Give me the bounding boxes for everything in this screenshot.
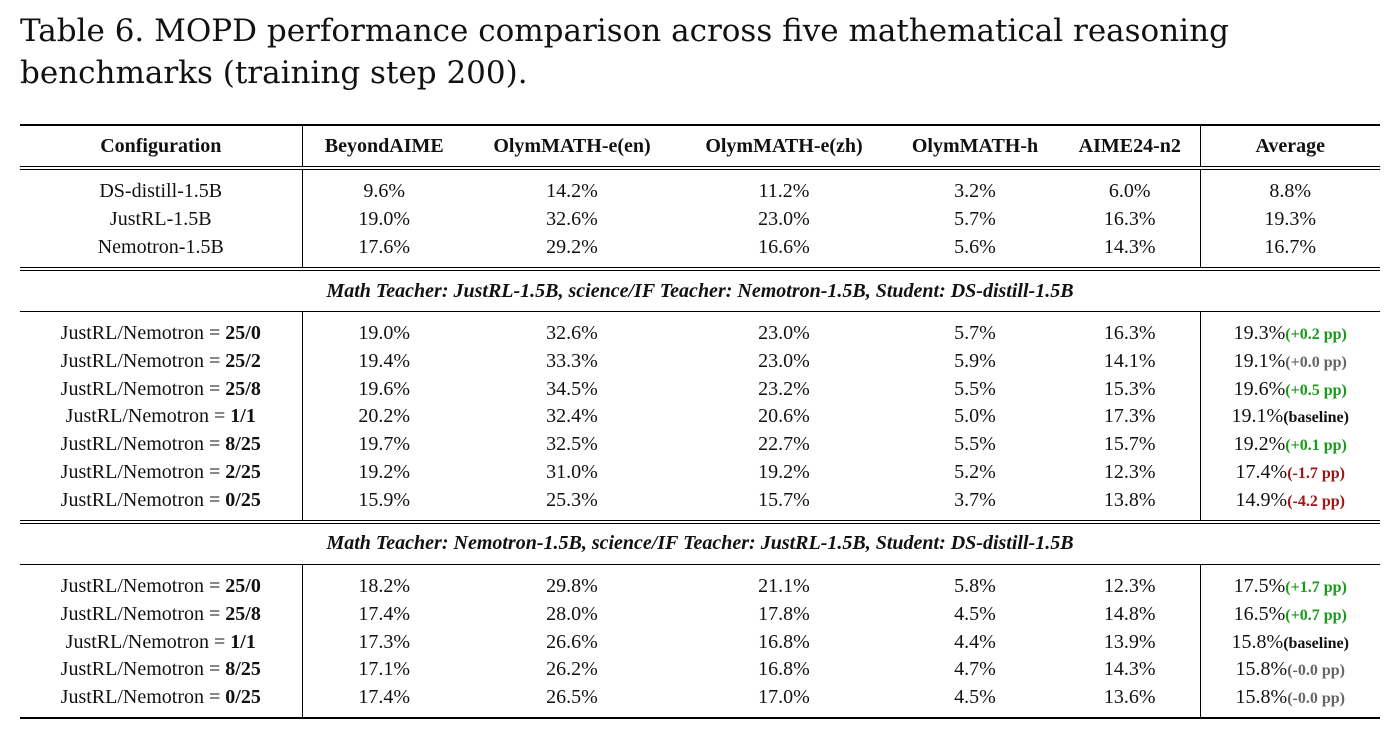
config-cell bbox=[20, 375, 302, 403]
config-prefix: JustRL/Nemotron = bbox=[60, 350, 226, 373]
section1-title-row bbox=[20, 269, 1380, 312]
average-value: 19.1% bbox=[1231, 405, 1284, 428]
value-cell: 17.4% bbox=[358, 602, 411, 625]
value-cell: 16.8% bbox=[758, 658, 810, 681]
config-ratio: 8/25 bbox=[225, 658, 261, 681]
config-prefix: JustRL/Nemotron = bbox=[60, 488, 226, 511]
header-olymmath-h: OlymMATH-h bbox=[911, 134, 1039, 157]
value-cell: 17.3% bbox=[358, 630, 411, 653]
value-cell: 18.2% bbox=[358, 575, 411, 598]
value-cell: 4.5% bbox=[954, 602, 996, 625]
config-cell: DS-distill-1.5B bbox=[20, 168, 302, 206]
value-cell: 26.6% bbox=[546, 630, 598, 653]
header-olymmath-e-en: OlymMATH-e(en) bbox=[493, 134, 651, 157]
average-cell bbox=[1200, 628, 1380, 656]
value-cell: 17.6% bbox=[358, 235, 411, 258]
config-prefix: JustRL/Nemotron = bbox=[60, 433, 226, 456]
table-row bbox=[20, 628, 1380, 656]
value-cell: 14.8% bbox=[1060, 601, 1200, 629]
average-value: 15.8% bbox=[1235, 658, 1288, 681]
config-prefix: JustRL/Nemotron = bbox=[60, 575, 226, 598]
value-cell: 19.2% bbox=[758, 460, 810, 483]
section1-rows bbox=[20, 312, 1380, 522]
table-row bbox=[20, 486, 1380, 522]
value-cell: 16.8% bbox=[758, 630, 810, 653]
value-cell: 4.5% bbox=[954, 685, 996, 708]
average-value: 17.4% bbox=[1235, 460, 1288, 483]
config-ratio: 0/25 bbox=[225, 488, 261, 511]
value-cell: 15.3% bbox=[1060, 375, 1200, 403]
config-ratio: 25/8 bbox=[225, 377, 261, 400]
header-beyondaime: BeyondAIME bbox=[324, 134, 444, 157]
average-cell bbox=[1200, 375, 1380, 403]
delta-badge: (+0.7 pp) bbox=[1285, 606, 1347, 624]
value-cell: 5.5% bbox=[954, 433, 996, 456]
value-cell: 15.9% bbox=[358, 488, 411, 511]
average-value: 17.5% bbox=[1233, 575, 1286, 598]
config-ratio: 25/0 bbox=[225, 322, 261, 345]
value-cell: 5.6% bbox=[954, 235, 996, 258]
config-prefix: JustRL/Nemotron = bbox=[65, 630, 231, 653]
table-row bbox=[20, 312, 1380, 348]
average-value: 19.6% bbox=[1233, 377, 1286, 400]
config-cell bbox=[20, 486, 302, 522]
config-prefix: JustRL/Nemotron = bbox=[60, 322, 226, 345]
average-cell bbox=[1200, 312, 1380, 348]
value-cell: 23.0% bbox=[758, 208, 810, 231]
average-cell: 19.3% bbox=[1264, 208, 1317, 231]
average-cell: 16.7% bbox=[1264, 235, 1317, 258]
value-cell: 32.5% bbox=[546, 433, 598, 456]
delta-badge: (+0.0 pp) bbox=[1285, 354, 1347, 372]
value-cell: 19.0% bbox=[358, 208, 411, 231]
value-cell: 14.2% bbox=[546, 180, 598, 203]
config-ratio: 1/1 bbox=[230, 405, 256, 428]
value-cell: 5.8% bbox=[954, 575, 996, 598]
config-cell bbox=[20, 601, 302, 629]
header-olymmath-e-zh: OlymMATH-e(zh) bbox=[705, 134, 863, 157]
table-row bbox=[20, 601, 1380, 629]
value-cell: 19.6% bbox=[358, 377, 411, 400]
delta-badge: (+0.5 pp) bbox=[1285, 381, 1347, 399]
value-cell: 4.4% bbox=[954, 630, 996, 653]
average-value: 19.3% bbox=[1233, 322, 1286, 345]
config-cell: Nemotron-1.5B bbox=[20, 233, 302, 269]
value-cell: 22.7% bbox=[758, 433, 810, 456]
config-cell bbox=[20, 459, 302, 487]
config-cell bbox=[20, 656, 302, 684]
value-cell: 33.3% bbox=[546, 350, 598, 373]
config-cell bbox=[20, 564, 302, 600]
value-cell: 14.3% bbox=[1060, 656, 1200, 684]
config-ratio: 25/2 bbox=[225, 350, 261, 373]
value-cell: 16.3% bbox=[1060, 206, 1200, 234]
average-value: 19.1% bbox=[1233, 350, 1286, 373]
section2-title-row bbox=[20, 522, 1380, 565]
config-prefix: JustRL/Nemotron = bbox=[65, 405, 231, 428]
value-cell: 17.1% bbox=[358, 658, 411, 681]
value-cell: 13.8% bbox=[1060, 486, 1200, 522]
value-cell: 32.6% bbox=[546, 208, 598, 231]
average-value: 15.8% bbox=[1235, 685, 1288, 708]
value-cell: 9.6% bbox=[363, 180, 406, 203]
header-average: Average bbox=[1255, 134, 1326, 157]
section1-title: Math Teacher: JustRL-1.5B, science/IF Teacher: Nemotron-1.5B, Student: DS-distill-1.5B bbox=[20, 269, 1380, 312]
value-cell: 5.5% bbox=[954, 377, 996, 400]
average-value: 16.5% bbox=[1233, 602, 1286, 625]
value-cell: 28.0% bbox=[546, 602, 598, 625]
config-cell bbox=[20, 348, 302, 376]
header-configuration: Configuration bbox=[20, 125, 302, 168]
value-cell: 6.0% bbox=[1060, 168, 1200, 206]
baseline-row bbox=[20, 206, 1380, 234]
average-cell bbox=[1200, 684, 1380, 719]
section2-group bbox=[20, 522, 1380, 565]
value-cell: 13.6% bbox=[1060, 684, 1200, 719]
value-cell: 31.0% bbox=[546, 460, 598, 483]
value-cell: 17.3% bbox=[1060, 403, 1200, 431]
delta-badge: (-1.7 pp) bbox=[1287, 464, 1345, 482]
config-ratio: 25/8 bbox=[225, 602, 261, 625]
baseline-row bbox=[20, 168, 1380, 206]
delta-badge: (baseline) bbox=[1283, 409, 1349, 427]
section2-rows bbox=[20, 564, 1380, 718]
config-ratio: 0/25 bbox=[225, 685, 261, 708]
value-cell: 4.7% bbox=[954, 658, 996, 681]
value-cell: 34.5% bbox=[546, 377, 598, 400]
table-row bbox=[20, 656, 1380, 684]
value-cell: 17.0% bbox=[758, 685, 810, 708]
value-cell: 29.2% bbox=[546, 235, 598, 258]
value-cell: 19.2% bbox=[358, 460, 411, 483]
value-cell: 17.4% bbox=[358, 685, 411, 708]
header-aime24-n2: AIME24-n2 bbox=[1060, 125, 1200, 168]
value-cell: 3.2% bbox=[954, 180, 996, 203]
value-cell: 5.0% bbox=[954, 405, 996, 428]
config-prefix: JustRL/Nemotron = bbox=[60, 377, 226, 400]
value-cell: 26.5% bbox=[546, 685, 598, 708]
average-cell bbox=[1200, 348, 1380, 376]
table-row bbox=[20, 684, 1380, 719]
average-cell bbox=[1200, 656, 1380, 684]
table-row bbox=[20, 403, 1380, 431]
value-cell: 19.0% bbox=[358, 322, 411, 345]
table-row bbox=[20, 459, 1380, 487]
delta-badge: (+1.7 pp) bbox=[1285, 579, 1347, 597]
config-cell bbox=[20, 431, 302, 459]
value-cell: 5.7% bbox=[954, 208, 996, 231]
value-cell: 26.2% bbox=[546, 658, 598, 681]
value-cell: 32.6% bbox=[546, 322, 598, 345]
value-cell: 3.7% bbox=[954, 488, 996, 511]
value-cell: 23.0% bbox=[758, 350, 810, 373]
config-cell: JustRL-1.5B bbox=[20, 206, 302, 234]
header-row bbox=[20, 125, 1380, 168]
average-cell bbox=[1200, 403, 1380, 431]
average-value: 19.2% bbox=[1233, 433, 1286, 456]
value-cell: 21.1% bbox=[758, 575, 810, 598]
table-row bbox=[20, 348, 1380, 376]
value-cell: 14.3% bbox=[1060, 233, 1200, 269]
value-cell: 15.7% bbox=[1060, 431, 1200, 459]
average-cell bbox=[1200, 459, 1380, 487]
value-cell: 5.7% bbox=[954, 322, 996, 345]
config-prefix: JustRL/Nemotron = bbox=[60, 602, 226, 625]
value-cell: 23.2% bbox=[758, 377, 810, 400]
table-caption: Table 6. MOPD performance comparison across five mathematical reasoning benchmarks (training step 200). bbox=[20, 13, 1229, 91]
delta-badge: (baseline) bbox=[1283, 634, 1349, 652]
section1-group bbox=[20, 269, 1380, 312]
config-ratio: 8/25 bbox=[225, 433, 261, 456]
value-cell: 11.2% bbox=[758, 180, 810, 203]
value-cell: 5.2% bbox=[954, 460, 996, 483]
delta-badge: (-0.0 pp) bbox=[1287, 689, 1345, 707]
config-ratio: 1/1 bbox=[230, 630, 256, 653]
config-prefix: JustRL/Nemotron = bbox=[60, 658, 226, 681]
value-cell: 20.2% bbox=[358, 405, 411, 428]
average-cell bbox=[1200, 564, 1380, 600]
delta-badge: (-0.0 pp) bbox=[1287, 662, 1345, 680]
value-cell: 19.4% bbox=[358, 350, 411, 373]
config-cell bbox=[20, 684, 302, 719]
config-prefix: JustRL/Nemotron = bbox=[60, 685, 226, 708]
table-row bbox=[20, 564, 1380, 600]
value-cell: 12.3% bbox=[1060, 564, 1200, 600]
value-cell: 14.1% bbox=[1060, 348, 1200, 376]
average-cell bbox=[1200, 601, 1380, 629]
average-value: 14.9% bbox=[1235, 488, 1288, 511]
value-cell: 17.8% bbox=[758, 602, 810, 625]
config-cell bbox=[20, 403, 302, 431]
average-cell bbox=[1200, 431, 1380, 459]
results-table bbox=[20, 124, 1380, 719]
baseline-row bbox=[20, 233, 1380, 269]
section2-title: Math Teacher: Nemotron-1.5B, science/IF Teacher: JustRL-1.5B, Student: DS-distill-1.5B bbox=[20, 522, 1380, 565]
value-cell: 16.6% bbox=[758, 235, 810, 258]
value-cell: 23.0% bbox=[758, 322, 810, 345]
config-cell bbox=[20, 628, 302, 656]
value-cell: 19.7% bbox=[358, 433, 411, 456]
average-cell: 8.8% bbox=[1269, 180, 1312, 203]
delta-badge: (+0.1 pp) bbox=[1285, 437, 1347, 455]
value-cell: 25.3% bbox=[546, 488, 598, 511]
table-row bbox=[20, 375, 1380, 403]
value-cell: 32.4% bbox=[546, 405, 598, 428]
value-cell: 12.3% bbox=[1060, 459, 1200, 487]
value-cell: 15.7% bbox=[758, 488, 810, 511]
delta-badge: (+0.2 pp) bbox=[1285, 326, 1347, 344]
baseline-group bbox=[20, 168, 1380, 269]
value-cell: 16.3% bbox=[1060, 312, 1200, 348]
config-ratio: 2/25 bbox=[225, 460, 261, 483]
value-cell: 13.9% bbox=[1060, 628, 1200, 656]
value-cell: 5.9% bbox=[954, 350, 996, 373]
delta-badge: (-4.2 pp) bbox=[1287, 492, 1345, 510]
value-cell: 20.6% bbox=[758, 405, 810, 428]
table-row bbox=[20, 431, 1380, 459]
average-value: 15.8% bbox=[1231, 630, 1284, 653]
config-prefix: JustRL/Nemotron = bbox=[60, 460, 226, 483]
config-cell bbox=[20, 312, 302, 348]
average-cell bbox=[1200, 486, 1380, 522]
config-ratio: 25/0 bbox=[225, 575, 261, 598]
value-cell: 29.8% bbox=[546, 575, 598, 598]
